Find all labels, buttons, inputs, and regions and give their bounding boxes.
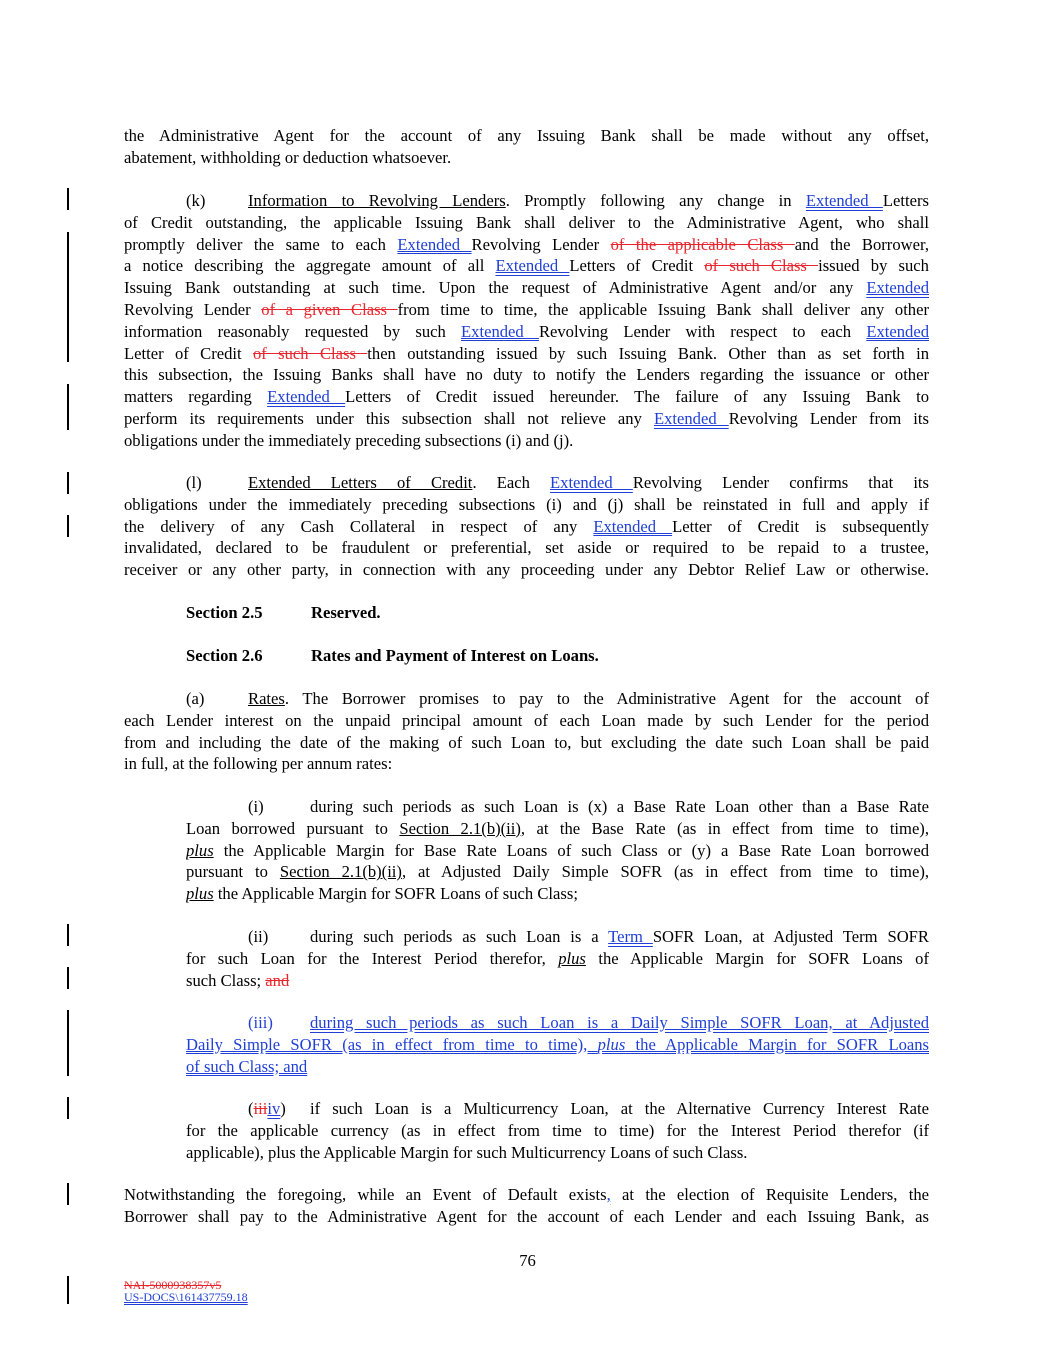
clause-iii-inserted: (iii) during such periods as such Loan is a Daily Simple SOFR Loan, at Adjusted Daily Simple SOFR (as in effect from time to time), plus the Applicable Margin for SOFR Loans of such Class; and: [186, 1013, 929, 1076]
paragraph-continuation: the Administrative Agent for the account of any Issuing Bank shall be made without any offset, abatement, withholding or deduction whatsoever.: [124, 126, 929, 167]
heading-information-to-revolving-lenders: Information to Revolving Lenders: [248, 191, 506, 210]
section-reference: Section 2.1(b)(ii): [279, 862, 402, 882]
footer-doc-ids: [124, 1279, 248, 1303]
change-bar: [67, 1010, 69, 1076]
heading-rates: Rates: [248, 689, 285, 708]
clause-iv: (iiiiv) if such Loan is a Multicurrency Loan, at the Alternative Currency Interest Rate for the applicable currency (as in effect from time to time) for the Interest Period therefor (if applicable), plus the Applicable Margin for such Multicurrency Loans of such Class.: [186, 1099, 929, 1162]
paragraph-k: (k) Information to Revolving Lenders. Promptly following any change in Extended Letters of Credit outstanding, the applicable Issuing Bank shall deliver to the Administrative Agent, who shall promptly deliver the same to each Extended Revolving Lender of the applicable Class and the Borrower, a notice describing the aggregate amount of all Extended Letters of Credit of such Class issued by such Issuing Bank outstanding at such time. Upon the request of Administrative Agent and/or any Extended Revolving Lender of a given Class from time to time, the applicable Issuing Bank shall deliver any other information reasonably requested by such Extended Revolving Lender with respect to each Extended Letter of Credit of such Class then outstanding issued by such Issuing Bank. Other than as set forth in this subsection, the Issuing Banks shall have no duty to notify the Lenders regarding the issuance or other matters regarding Extended Letters of Credit issued hereunder. The failure of any Issuing Bank to perform its requirements under this subsection shall not relieve any Extended Revolving Lender from its obligations under the immediately preceding subsections (i) and (j).: [124, 191, 929, 450]
paragraph-l: (l) Extended Letters of Credit. Each Extended Revolving Lender confirms that its obligations under the immediately preceding subsections (i) and (j) shall be reinstated in full and apply if the delivery of any Cash Collateral in respect of any Extended Letter of Credit is subsequently invalidated, declared to be fraudulent or preferential, set aside or required to be repaid to a trustee, receiver or any other party, in connection with any proceeding under any Debtor Relief Law or otherwise.: [124, 473, 929, 580]
page-number: 76: [519, 1251, 536, 1270]
change-bar: [67, 232, 69, 362]
paragraph-a: (a) Rates. The Borrower promises to pay to the Administrative Agent for the account of each Lender interest on the unpaid principal amount of each Loan made by such Lender for the period from and including the date of the making of such Loan to, but excluding the date such Loan shall be paid in full, at the following per annum rates:: [124, 689, 929, 774]
clause-ii: (ii) during such periods as such Loan is a Term SOFR Loan, at Adjusted Term SOFR for such Loan for the Interest Period therefor, plus the Applicable Margin for SOFR Loans of such Class; and: [186, 927, 929, 990]
change-bar: [67, 1183, 69, 1205]
change-bar: [67, 188, 69, 210]
change-bar: [67, 1097, 69, 1119]
new-doc-id: US-DOCS\161437759.18: [124, 1290, 248, 1304]
change-bar: [67, 515, 69, 537]
change-bar: [67, 384, 69, 430]
change-bar: [67, 924, 69, 946]
change-bar: [67, 472, 69, 494]
old-doc-id: NAI-5000938357v5: [124, 1278, 222, 1292]
section-reference: Section 2.1(b)(ii): [399, 818, 521, 838]
section-2-6-heading: Section 2.6 Rates and Payment of Interest on Loans.: [186, 646, 599, 665]
change-bar: [67, 1276, 69, 1304]
heading-extended-letters-of-credit: Extended Letters of Credit: [248, 473, 473, 492]
change-bar: [67, 967, 69, 989]
clause-i: (i) during such periods as such Loan is (x) a Base Rate Loan other than a Base Rate Loan borrowed pursuant to Section 2.1(b)(ii), at the Base Rate (as in effect from time to time), plus the Applicable Margin for Base Rate Loans of such Class or (y) a Base Rate Loan borrowed pursuant to Section 2.1(b)(ii), at Adjusted Daily Simple SOFR (as in effect from time to time), plus the Applicable Margin for SOFR Loans of such Class;: [186, 797, 929, 904]
paragraph-notwithstanding: Notwithstanding the foregoing, while an Event of Default exists, at the election of Requisite Lenders, the Borrower shall pay to the Administrative Agent for the account of each Lender and each Issuing Bank, as: [124, 1185, 929, 1226]
section-2-5-heading: Section 2.5 Reserved.: [186, 603, 381, 622]
